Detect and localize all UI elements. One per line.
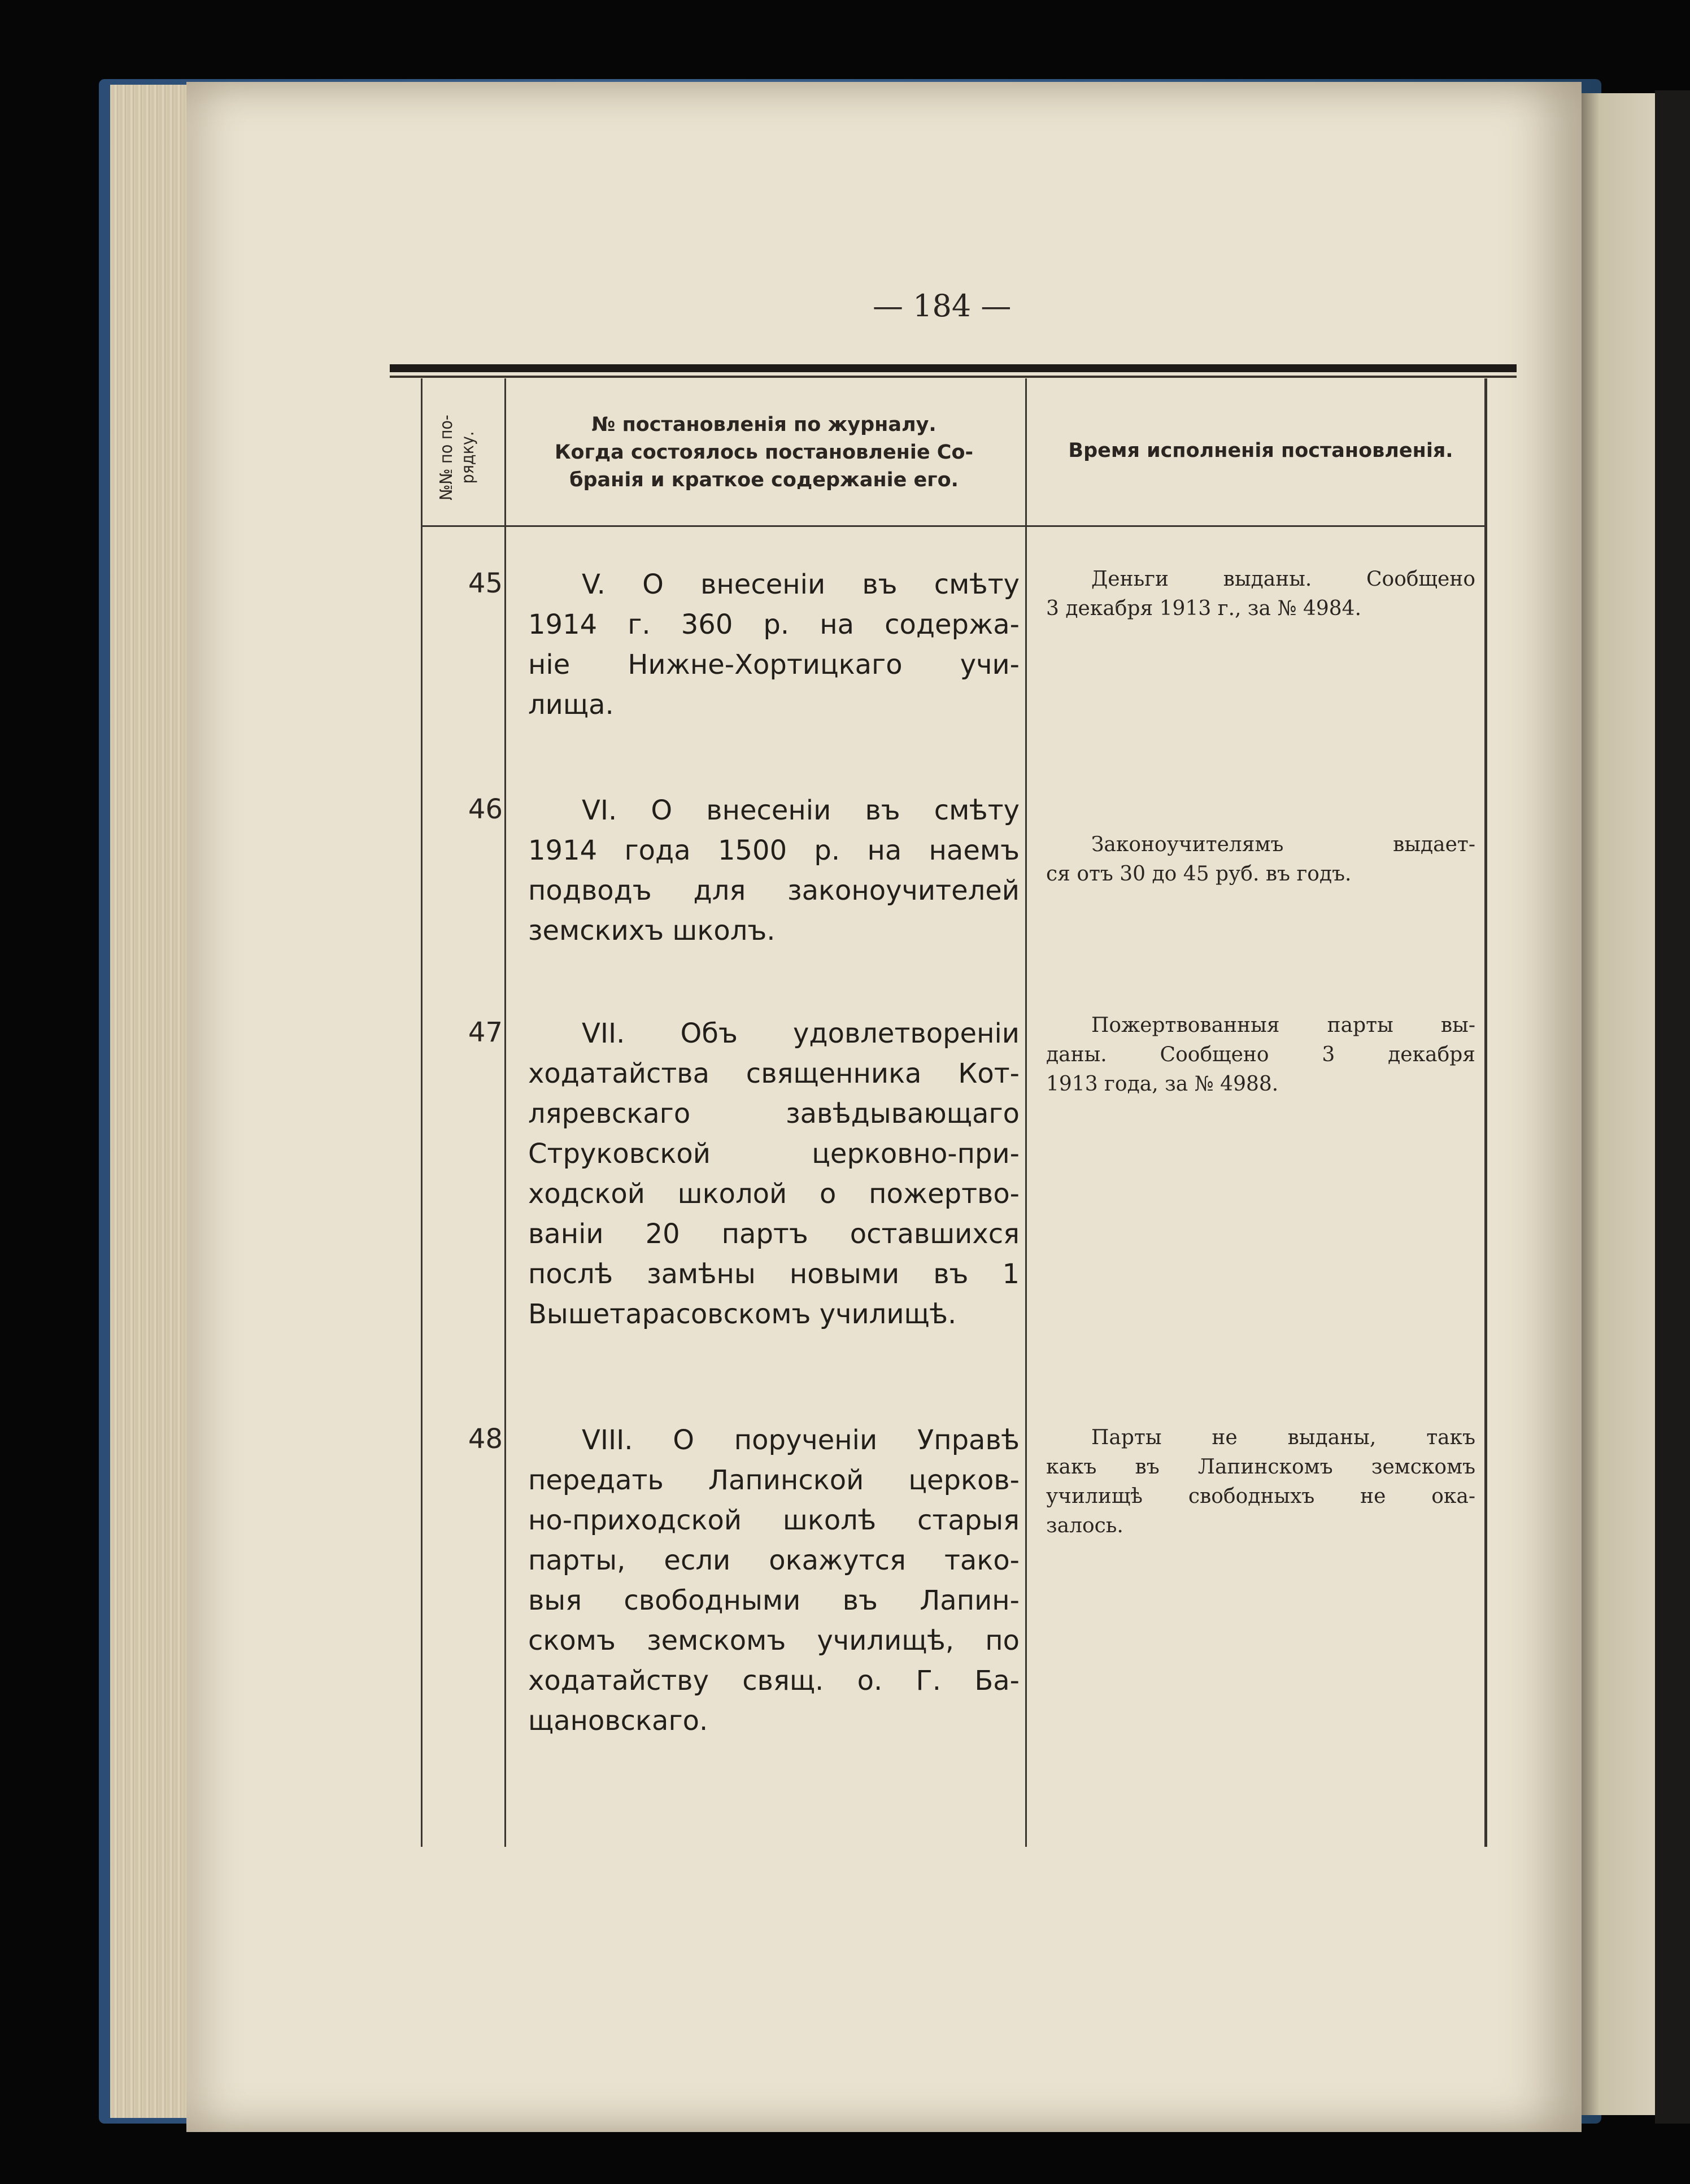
table-left-border — [421, 378, 422, 1847]
text-line: VII. Объ удовлетвореніи — [582, 1018, 1020, 1049]
header-execution: Время исполненія постановленія. — [1068, 439, 1453, 462]
row-execution — [1046, 1011, 1475, 1099]
text-line: парты, если окажутся тако- — [528, 1545, 1020, 1576]
row-resolution — [528, 565, 1020, 725]
column-divider-1 — [504, 378, 506, 1847]
text-line: ляревскаго завѣдывающаго — [528, 1098, 1020, 1130]
header-resolution-line3: бранія и краткое содержаніе его. — [569, 469, 959, 491]
header-row-number — [426, 395, 489, 520]
table-right-border — [1484, 378, 1487, 1847]
text-line: Законоучителямъ выдает- — [1091, 833, 1475, 856]
text-line: щановскаго. — [528, 1705, 708, 1737]
text-line: Деньги выданы. Сообщено — [1091, 568, 1475, 591]
text-line: залось. — [1046, 1514, 1123, 1537]
table-top-rule — [390, 364, 1517, 372]
text-line: послѣ замѣны новыми въ 1 — [528, 1258, 1020, 1290]
text-line: VIII. О порученіи Управѣ — [582, 1424, 1020, 1456]
header-separator — [421, 525, 1486, 527]
text-line: 3 декабря 1913 г., за № 4984. — [1046, 597, 1362, 620]
header-row-number-line2: рядку. — [458, 431, 478, 484]
text-line: но-приходской школѣ старыя — [528, 1505, 1020, 1536]
text-line: ходатайству свящ. о. Г. Ба- — [528, 1665, 1020, 1697]
text-line: ходской школой о пожертво- — [528, 1178, 1020, 1210]
text-line: ся отъ 30 до 45 руб. въ годъ. — [1046, 862, 1352, 886]
header-row-number-line1: №№ по по- — [437, 415, 456, 500]
text-line: подводъ для законоучителей — [528, 875, 1020, 906]
text-line: даны. Сообщено 3 декабря — [1046, 1043, 1475, 1066]
row-resolution — [528, 1014, 1020, 1335]
row-execution — [1046, 830, 1475, 889]
text-line: какъ въ Лапинскомъ земскомъ — [1046, 1455, 1475, 1479]
text-line: Струковской церковно-при- — [528, 1138, 1020, 1170]
row-number: 45 — [468, 568, 503, 599]
header-resolution-line1: № постановленія по журналу. — [591, 413, 937, 436]
text-line: земскихъ школъ. — [528, 915, 776, 947]
text-line: передать Лапинской церков- — [528, 1464, 1020, 1496]
text-line: 1914 г. 360 р. на содержа- — [528, 609, 1020, 640]
header-resolution — [511, 411, 1017, 494]
text-line: ніе Нижне-Хортицкаго учи- — [528, 649, 1020, 681]
table-top-rule-thin — [390, 376, 1517, 378]
text-line: Парты не выданы, такъ — [1091, 1426, 1475, 1449]
row-execution — [1046, 565, 1475, 624]
text-line: скомъ земскомъ училищѣ, по — [528, 1625, 1020, 1656]
header-resolution-line2: Когда состоялось постановленіе Со- — [554, 441, 974, 464]
row-number: 48 — [468, 1423, 503, 1455]
row-number: 47 — [468, 1017, 503, 1048]
text-line: Пожертвованныя парты вы- — [1091, 1014, 1475, 1037]
text-line: ходатайства священника Кот- — [528, 1058, 1020, 1089]
column-divider-2 — [1025, 378, 1027, 1847]
text-line: V. О внесеніи въ смѣту — [582, 569, 1020, 600]
facing-page — [1576, 93, 1655, 2115]
page-number: — 184 — — [873, 288, 1012, 324]
text-line: 1913 года, за № 4988. — [1046, 1073, 1279, 1096]
row-resolution — [528, 1420, 1020, 1741]
text-line: лища. — [528, 689, 614, 721]
text-line: выя свободными въ Лапин- — [528, 1585, 1020, 1616]
text-line: ваніи 20 партъ оставшихся — [528, 1218, 1020, 1250]
text-line: VI. О внесеніи въ смѣту — [582, 795, 1020, 826]
text-line: 1914 года 1500 р. на наемъ — [528, 835, 1020, 866]
row-resolution — [528, 791, 1020, 951]
text-line: училищѣ свободныхъ не ока- — [1046, 1485, 1475, 1508]
text-line: Вышетарасовскомъ училищѣ. — [528, 1298, 957, 1330]
facing-page-edge — [1655, 90, 1690, 2124]
row-number: 46 — [468, 794, 503, 825]
row-execution — [1046, 1423, 1475, 1541]
